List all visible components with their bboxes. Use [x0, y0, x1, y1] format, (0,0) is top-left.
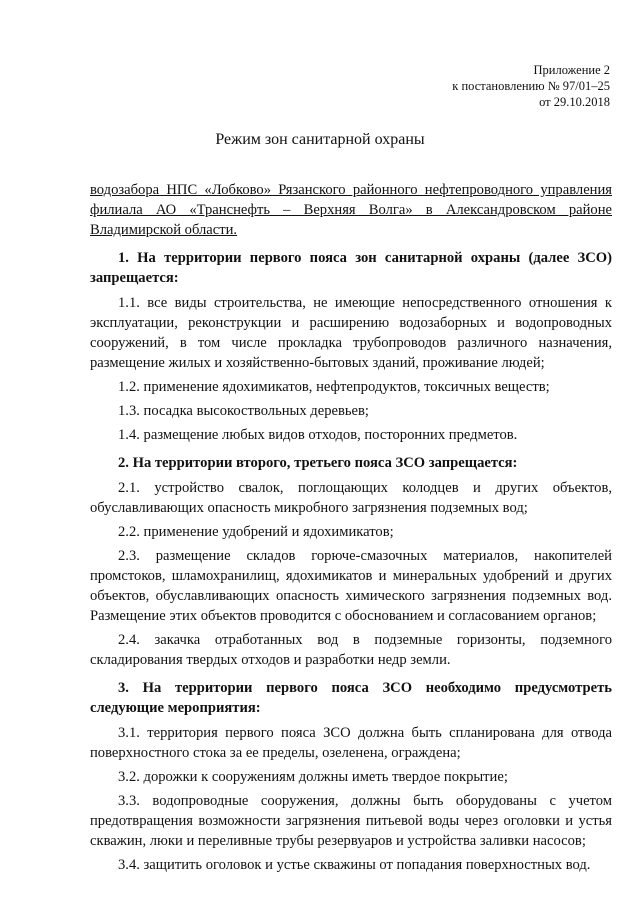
- item-2-4: 2.4. закачка отработанных вод в подземные горизонты, подземного складирования твердых отходов и разработки недр земли.: [90, 632, 612, 668]
- item-3-2: 3.2. дорожки к сооружениям должны иметь твердое покрытие;: [118, 769, 508, 785]
- section-2: [90, 453, 612, 670]
- item-3-4: 3.4. защитить оголовок и устье скважины от попадания поверхностных вод.: [118, 857, 591, 873]
- item-2-2: 2.2. применение удобрений и ядохимикатов;: [118, 524, 394, 540]
- section-1-heading: 1. На территории первого пояса зон санитарной охраны (далее ЗСО) запрещается:: [90, 250, 612, 286]
- section-2-heading: 2. На территории второго, третьего пояса ЗСО запрещается:: [118, 455, 518, 471]
- item-3-3: 3.3. водопроводные сооружения, должны быть оборудованы с учетом предотвращения возможности загрязнения питьевой воды через оголовки и устья скважин, люки и переливные трубы резервуаров и устройства заливки насосов;: [90, 793, 612, 849]
- appendix-label: Приложение 2: [533, 63, 610, 77]
- item-2-1: 2.1. устройство свалок, поглощающих колодцев и других объектов, обуславливающих опасность микробного загрязнения подземных вод;: [90, 480, 612, 516]
- section-1: [90, 248, 612, 445]
- item-1-4: 1.4. размещение любых видов отходов, посторонних предметов.: [118, 427, 518, 443]
- appendix-decree-number: к постановлению № 97/01–25: [452, 79, 610, 93]
- section-3: [90, 678, 612, 875]
- appendix-block: [452, 62, 610, 110]
- document-subject: водозабора НПС «Лобково» Рязанского районного нефтепроводного управления филиала АО «Транснефть – Верхняя Волга» в Александровском районе Владимирской области.: [90, 182, 612, 238]
- document-title: Режим зон санитарной охраны: [215, 131, 425, 148]
- appendix-decree-date: от 29.10.2018: [539, 95, 610, 109]
- document-body: [90, 180, 612, 879]
- item-2-3: 2.3. размещение складов горюче-смазочных материалов, накопителей промстоков, шламохранилищ, ядохимикатов и минеральных удобрений и других объектов, обуславливающих опасность химического загрязнения подземных вод. Размещение этих объектов проводится с обоснованием и согласованием органов;: [90, 548, 612, 624]
- item-3-1: 3.1. территория первого пояса ЗСО должна быть спланирована для отвода поверхностного стока за ее пределы, озеленена, ограждена;: [90, 725, 612, 761]
- item-1-2: 1.2. применение ядохимикатов, нефтепродуктов, токсичных веществ;: [118, 379, 550, 395]
- item-1-3: 1.3. посадка высокоствольных деревьев;: [118, 403, 369, 419]
- item-1-1: 1.1. все виды строительства, не имеющие непосредственного отношения к эксплуатации, реконструкции и расширению водозаборных и водопроводных сооружений, в том числе прокладка трубопроводов различного назначения, размещение жилых и хозяйственно-бытовых зданий, проживание людей;: [90, 295, 612, 371]
- section-3-heading: 3. На территории первого пояса ЗСО необходимо предусмотреть следующие мероприятия:: [90, 680, 612, 716]
